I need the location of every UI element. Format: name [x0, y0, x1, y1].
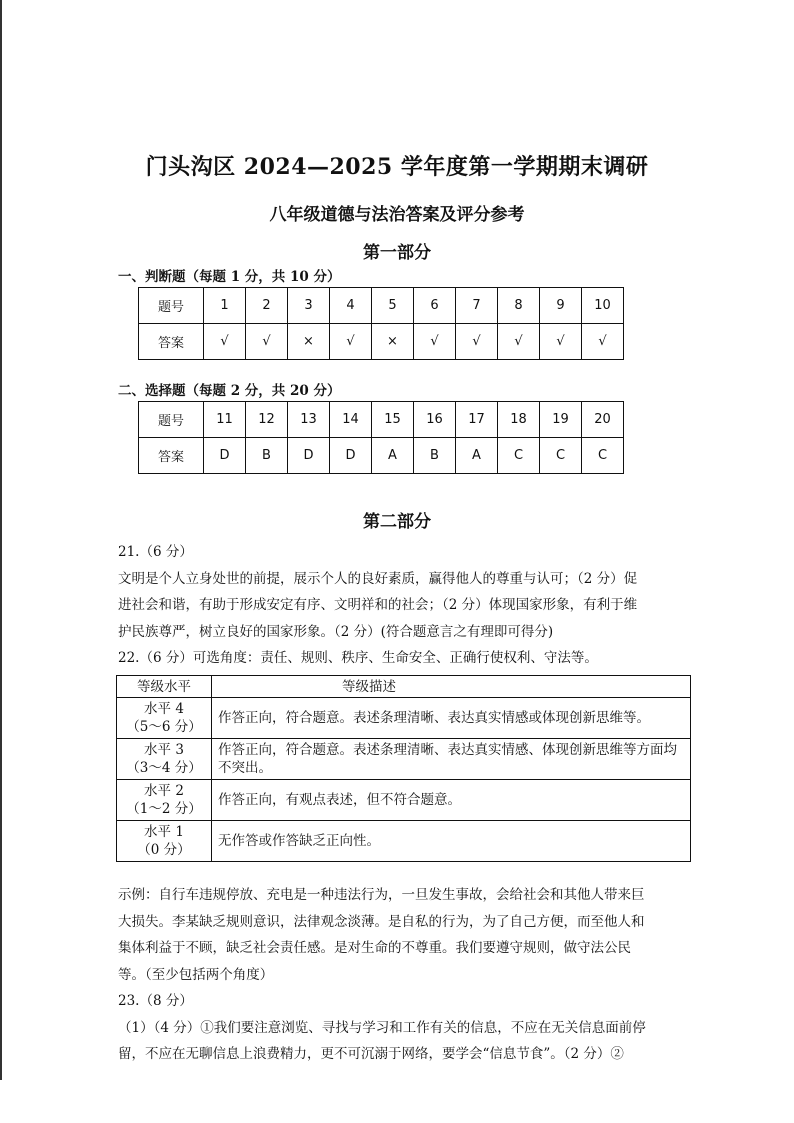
level-score: （1～2 分） — [126, 801, 202, 817]
question-number: 11 — [204, 402, 246, 438]
answer-line: 留，不应在无聊信息上浪费精力，更不可沉溺于网络，要学会“信息节食”。（2 分）② — [118, 1046, 624, 1062]
answer-line: 护民族尊严，树立良好的国家形象。（2 分）(符合题意言之有理即可得分) — [118, 623, 554, 640]
question-22-example — [118, 882, 678, 1068]
answer-cell: √ — [246, 324, 288, 360]
question-number: 3 — [288, 288, 330, 324]
level-cell — [117, 698, 212, 739]
example-line: 等。（至少包括两个角度） — [118, 966, 274, 983]
level-description: 作答正向，符合题意。表述条理清晰、表达真实情感或体现创新思维等。 — [212, 698, 691, 739]
question-number: 14 — [330, 402, 372, 438]
answer-cell: √ — [204, 324, 246, 360]
question-number: 9 — [540, 288, 582, 324]
question-23-label: 23.（8 分） — [118, 993, 193, 1009]
row-label: 答案 — [139, 324, 204, 360]
question-number: 1 — [204, 288, 246, 324]
grading-level-table — [116, 675, 691, 862]
level-cell — [117, 739, 212, 780]
question-number: 20 — [582, 402, 624, 438]
answer-cell: D — [288, 438, 330, 474]
question-number: 12 — [246, 402, 288, 438]
answer-cell: D — [330, 438, 372, 474]
row-label: 题号 — [139, 288, 204, 324]
level-column-header: 等级水平 — [117, 676, 212, 698]
question-number: 10 — [582, 288, 624, 324]
part-one-title: 第一部分 — [363, 243, 431, 263]
question-21-block — [118, 539, 678, 672]
answer-cell: √ — [582, 324, 624, 360]
question-number: 6 — [414, 288, 456, 324]
example-line: 集体利益于不顾，缺乏社会责任感。是对生命的不尊重。我们要遵守规则，做守法公民 — [118, 940, 631, 956]
question-number: 16 — [414, 402, 456, 438]
example-line: 示例：自行车违规停放、充电是一种违法行为，一旦发生事故，会给社会和其他人带来巨 — [118, 887, 645, 903]
answer-line: （1）（4 分）①我们要注意浏览、寻找与学习和工作有关的信息，不应在无关信息面前停 — [118, 1019, 646, 1036]
answer-cell: B — [246, 438, 288, 474]
question-number-row — [139, 288, 624, 324]
question-number: 2 — [246, 288, 288, 324]
answer-cell: D — [204, 438, 246, 474]
part-two-title: 第二部分 — [363, 512, 431, 532]
answer-cell: √ — [414, 324, 456, 360]
answer-cell: √ — [498, 324, 540, 360]
answer-cell: A — [372, 438, 414, 474]
answer-line: 进社会和谐，有助于形成安定有序、文明祥和的社会；（2 分）体现国家形象，有利于维 — [118, 597, 638, 613]
answer-row — [139, 438, 624, 474]
question-22-label: 22.（6 分）可选角度：责任、规则、秩序、生命安全、正确行使权利、守法等。 — [118, 650, 598, 666]
grading-table-header — [117, 676, 691, 698]
level-score: （5～6 分） — [126, 719, 202, 735]
answer-cell: × — [372, 324, 414, 360]
question-number: 15 — [372, 402, 414, 438]
question-number: 18 — [498, 402, 540, 438]
grading-row — [117, 780, 691, 821]
true-false-answer-table — [138, 287, 624, 360]
level-name: 水平 4 — [144, 701, 184, 717]
level-description: 作答正向，有观点表述，但不符合题意。 — [212, 780, 691, 821]
grading-row — [117, 821, 691, 862]
multiple-choice-answer-table — [138, 401, 624, 474]
answer-cell: C — [498, 438, 540, 474]
question-number: 17 — [456, 402, 498, 438]
level-score: （0 分） — [137, 842, 191, 858]
question-number: 4 — [330, 288, 372, 324]
question-number: 8 — [498, 288, 540, 324]
answer-cell: A — [456, 438, 498, 474]
level-cell — [117, 780, 212, 821]
level-score: （3～4 分） — [126, 760, 202, 776]
level-name: 水平 1 — [144, 824, 184, 840]
answer-cell: √ — [540, 324, 582, 360]
description-column-header: 等级描述 — [212, 676, 691, 698]
row-label: 题号 — [139, 402, 204, 438]
question-21-label: 21.（6 分） — [118, 544, 193, 560]
answer-cell: √ — [456, 324, 498, 360]
answer-row — [139, 324, 624, 360]
answer-cell: C — [582, 438, 624, 474]
answer-cell: √ — [330, 324, 372, 360]
answer-cell: C — [540, 438, 582, 474]
level-name: 水平 2 — [144, 783, 184, 799]
grading-row — [117, 698, 691, 739]
section-two-heading: 二、选择题（每题 2 分，共 20 分） — [118, 383, 341, 399]
example-line: 大损失。李某缺乏规则意识，法律观念淡薄。是自私的行为，为了自己方便，而至他人和 — [118, 913, 645, 930]
answer-line: 文明是个人立身处世的前提，展示个人的良好素质，赢得他人的尊重与认可；（2 分）促 — [118, 570, 638, 587]
level-name: 水平 3 — [144, 742, 184, 758]
level-description: 无作答或作答缺乏正向性。 — [212, 821, 691, 862]
question-number: 19 — [540, 402, 582, 438]
level-description: 作答正向，符合题意。表述条理清晰、表达真实情感、体现创新思维等方面均不突出。 — [212, 739, 691, 780]
answer-cell: B — [414, 438, 456, 474]
question-number: 5 — [372, 288, 414, 324]
grading-row — [117, 739, 691, 780]
section-one-heading: 一、判断题（每题 1 分，共 10 分） — [118, 269, 341, 285]
document-subtitle: 八年级道德与法治答案及评分参考 — [269, 205, 525, 225]
question-number: 7 — [456, 288, 498, 324]
level-cell — [117, 821, 212, 862]
row-label: 答案 — [139, 438, 204, 474]
question-number: 13 — [288, 402, 330, 438]
document-title: 门头沟区 2024—2025 学年度第一学期期末调研 — [145, 154, 649, 180]
question-number-row — [139, 402, 624, 438]
answer-cell: × — [288, 324, 330, 360]
